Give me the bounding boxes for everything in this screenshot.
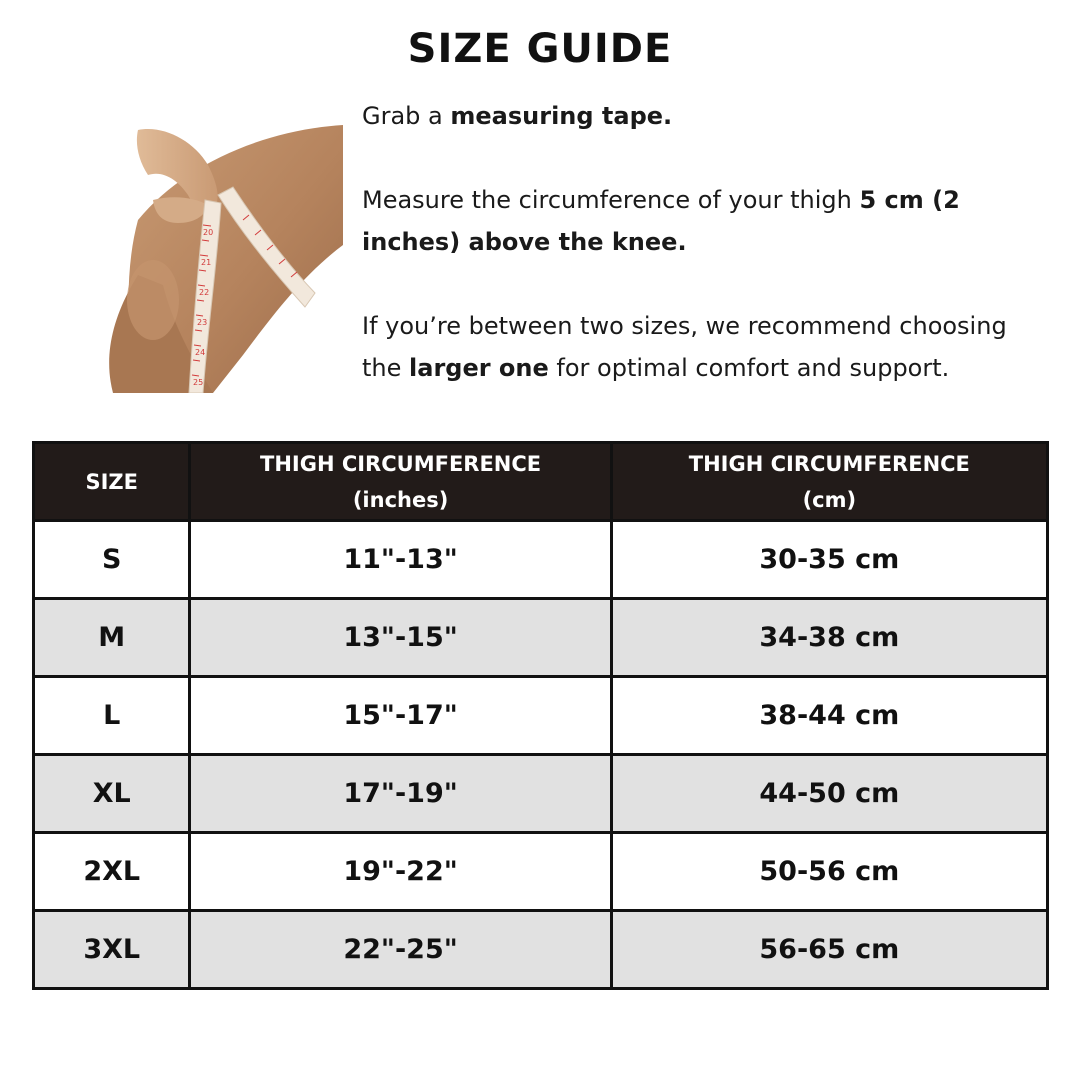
inches-cell: 19"-22": [190, 833, 611, 911]
table-row: [34, 599, 1048, 677]
page-title: SIZE GUIDE: [407, 26, 673, 72]
instruction-between-sizes: If you’re between two sizes, we recommend choosing the larger one for optimal comfort and support.: [362, 312, 1007, 382]
table-row: [34, 833, 1048, 911]
size-cell: 3XL: [34, 911, 190, 989]
inches-cell: 13"-15": [190, 599, 611, 677]
cm-cell: 34-38 cm: [611, 599, 1047, 677]
tape-mark-25: 25: [193, 378, 204, 387]
measuring-instructions: [362, 95, 1022, 389]
inches-cell: 11"-13": [190, 521, 611, 599]
thigh-measuring-photo: [43, 125, 343, 393]
table-header-row: [34, 443, 1048, 521]
size-cell: 2XL: [34, 833, 190, 911]
header-thigh-cm: THIGH CIRCUMFERENCE (cm): [611, 443, 1047, 521]
header-thigh-inches: THIGH CIRCUMFERENCE (inches): [190, 443, 611, 521]
size-cell: M: [34, 599, 190, 677]
table-row: [34, 521, 1048, 599]
cm-cell: 30-35 cm: [611, 521, 1047, 599]
size-cell: S: [34, 521, 190, 599]
tape-mark-23: 23: [197, 318, 208, 327]
instruction-measure: Measure the circumference of your thigh 5 cm (2 inches) above the knee.: [362, 186, 960, 256]
instruction-tape: Grab a measuring tape.: [362, 102, 673, 130]
table-row: [34, 755, 1048, 833]
leg-and-tape-illustration: [43, 125, 343, 393]
cm-cell: 50-56 cm: [611, 833, 1047, 911]
cm-cell: 44-50 cm: [611, 755, 1047, 833]
header-size: SIZE: [34, 443, 190, 521]
table-row: [34, 911, 1048, 989]
inches-cell: 15"-17": [190, 677, 611, 755]
size-cell: XL: [34, 755, 190, 833]
size-chart-table: [32, 441, 1049, 990]
cm-cell: 56-65 cm: [611, 911, 1047, 989]
cm-cell: 38-44 cm: [611, 677, 1047, 755]
inches-cell: 17"-19": [190, 755, 611, 833]
inches-cell: 22"-25": [190, 911, 611, 989]
tape-mark-22: 22: [199, 288, 210, 297]
tape-mark-21: 21: [201, 258, 212, 267]
size-cell: L: [34, 677, 190, 755]
table-row: [34, 677, 1048, 755]
tape-mark-20: 20: [203, 228, 214, 237]
tape-mark-24: 24: [195, 348, 206, 357]
